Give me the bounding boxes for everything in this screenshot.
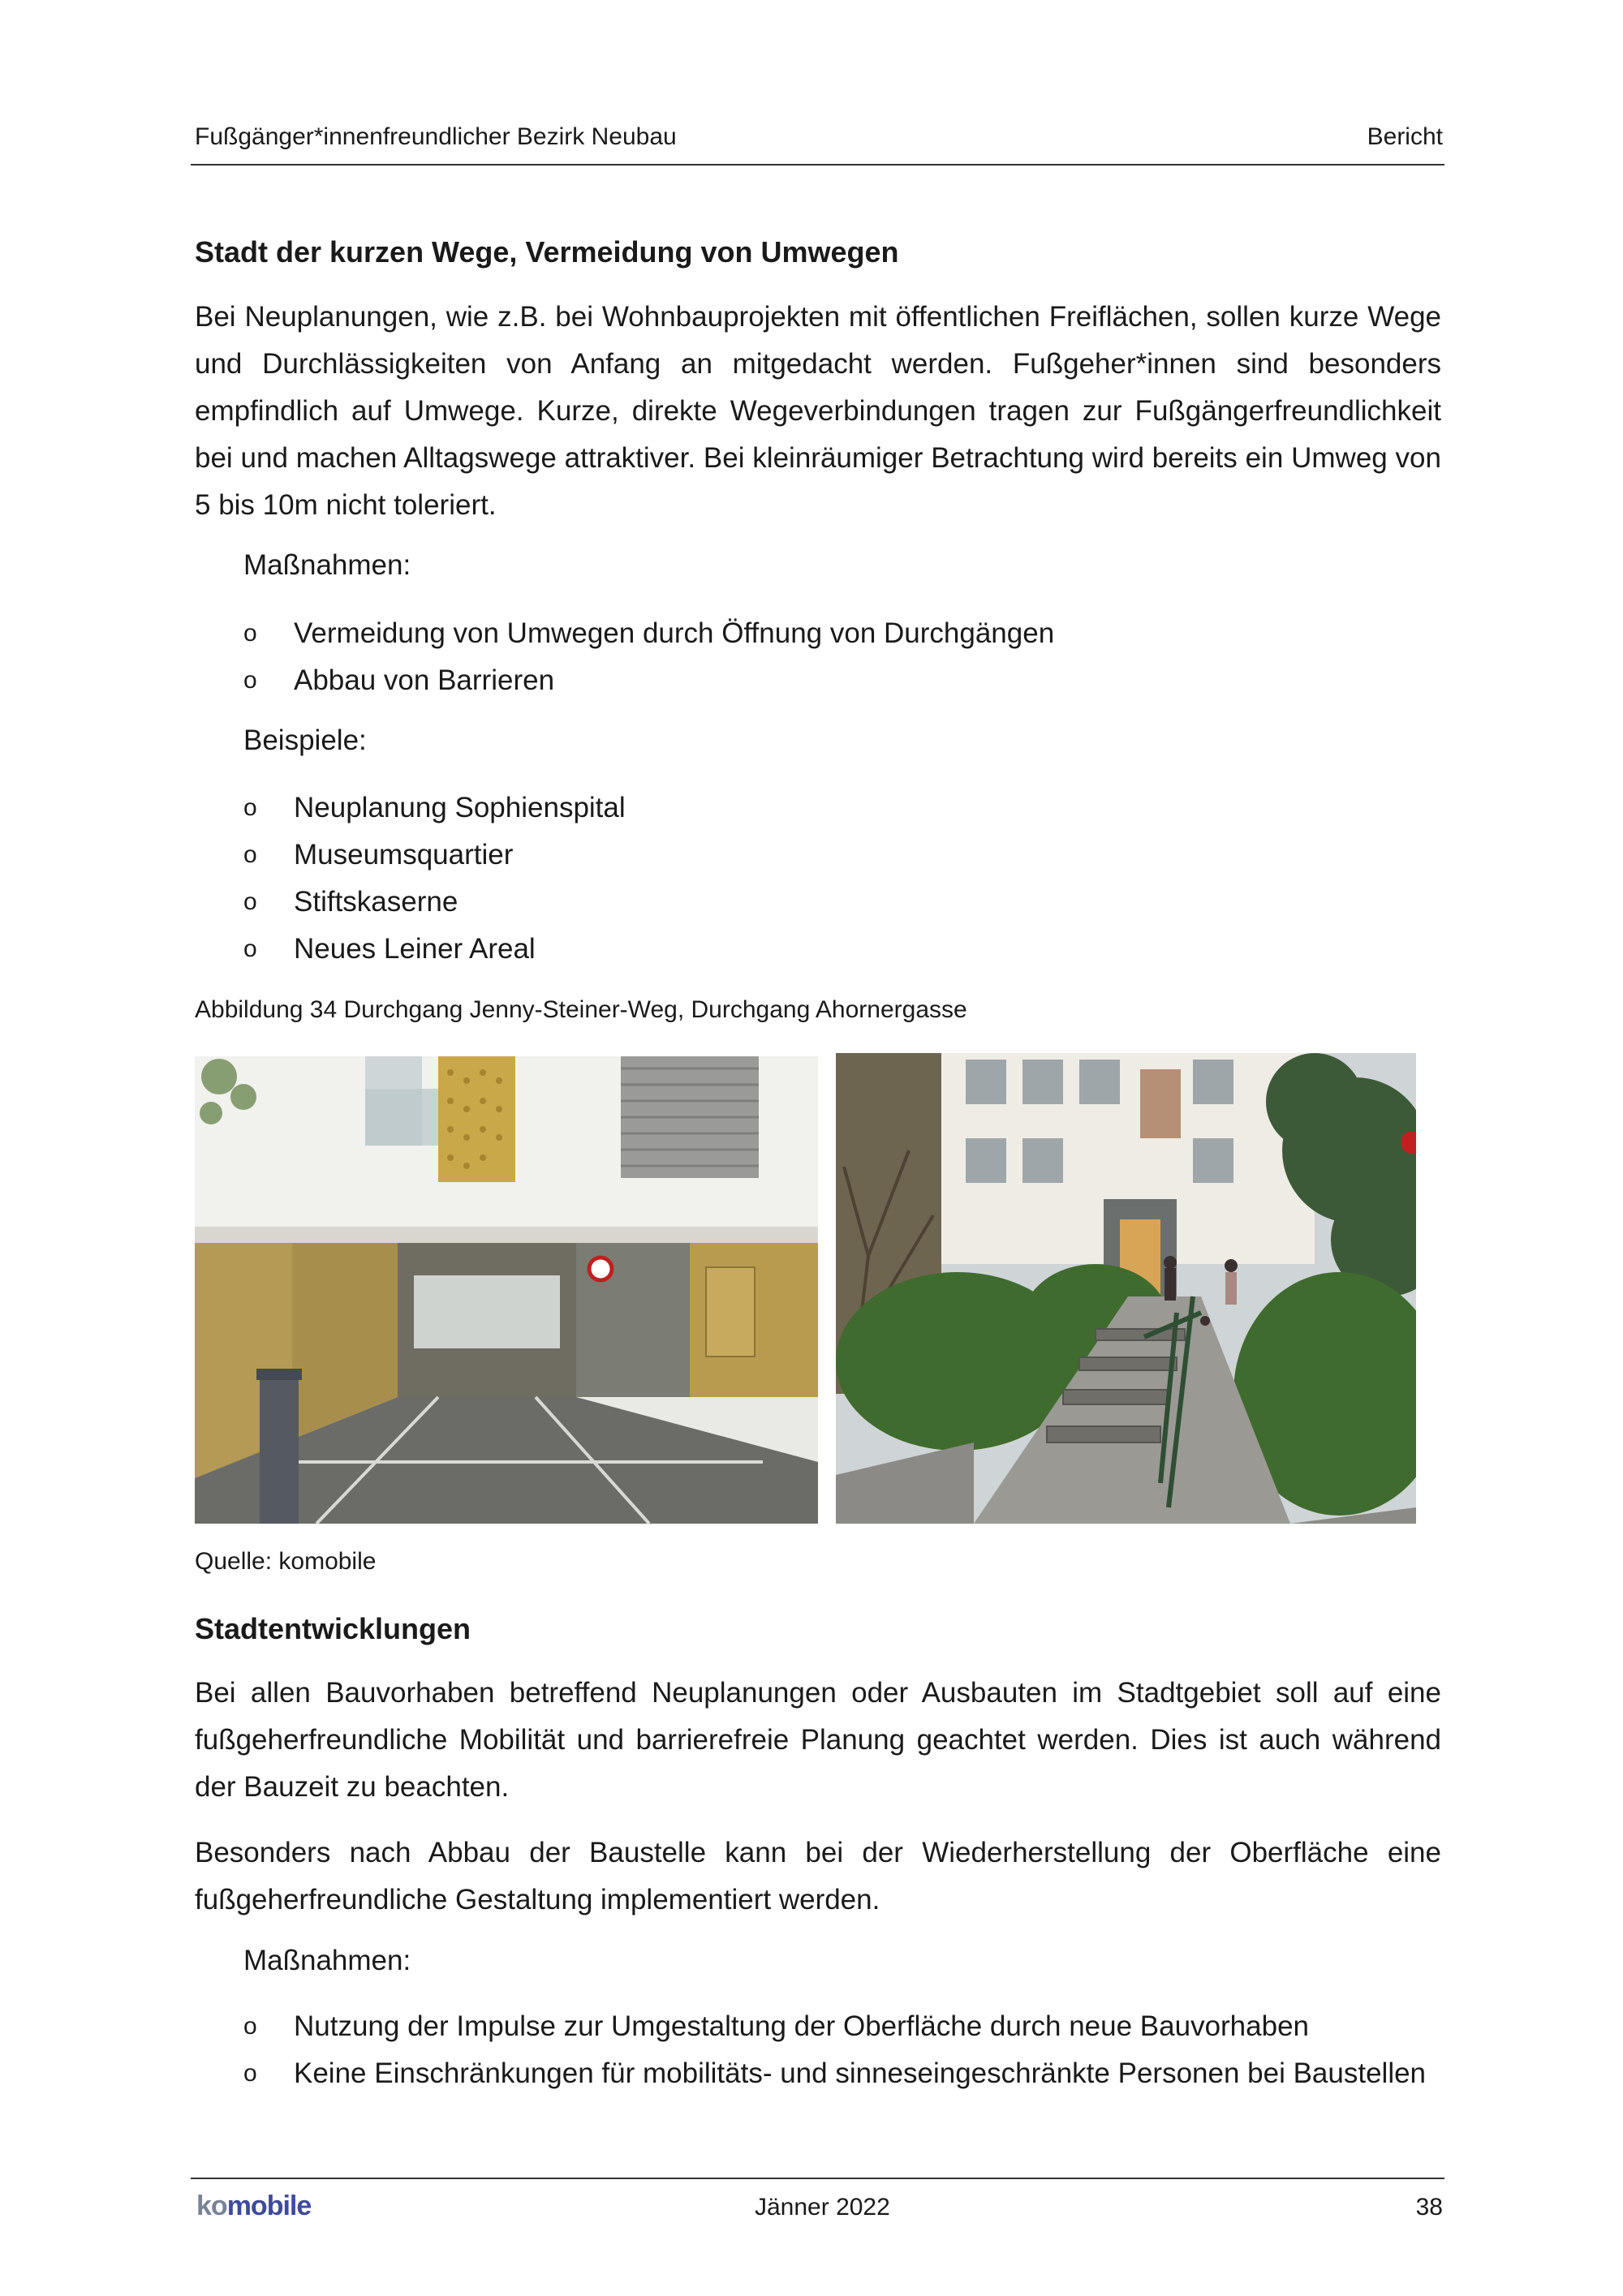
examples-list <box>243 785 1461 973</box>
bullet-icon: o <box>243 935 257 962</box>
header-section: Bericht <box>1367 123 1443 150</box>
footer-date: Jänner 2022 <box>755 2194 890 2221</box>
photo-jenny-steiner-weg <box>195 1056 818 1524</box>
bullet-icon: o <box>243 888 257 915</box>
examples-label: Beispiele: <box>243 724 367 756</box>
list-item: o Abbau von Barrieren <box>243 657 1461 704</box>
list-item: o Neuplanung Sophienspital <box>243 785 1461 832</box>
header-divider <box>191 164 1444 166</box>
photo-ahornergasse <box>836 1053 1416 1524</box>
figure-caption: Abbildung 34 Durchgang Jenny-Steiner-Weg, Durchgang Ahornergasse <box>195 996 967 1023</box>
list-item: o Keine Einschränkungen für mobilitäts- und sinneseingeschränkte Personen bei Baustellen <box>243 2050 1461 2097</box>
list-item: o Neues Leiner Areal <box>243 926 1461 973</box>
footer-divider <box>191 2178 1444 2179</box>
bullet-icon: o <box>243 667 257 694</box>
section-paragraph: Bei Neuplanungen, wie z.B. bei Wohnbauprojekten mit öffentlichen Freiflächen, sollen kurze Wege und Durchlässigkeiten von Anfang an mitgedacht werden. Fußgeher*innen sind besonders empfindlich auf Umwege. Kurze, direkte Wegeverbindungen tragen zur Fußgängerfreundlichkeit bei und machen Alltagswege attraktiver. Bei kleinräumiger Betrachtung wird bereits ein Umweg von 5 bis 10m nicht toleriert. <box>195 301 1441 521</box>
section-paragraph-surface: Besonders nach Abbau der Baustelle kann bei der Wiederherstellung der Oberfläche eine fußgeherfreundliche Gestaltung implementiert werden. <box>195 1837 1441 1915</box>
komobile-logo: komobile <box>196 2191 312 2221</box>
measures-list-2 <box>243 2003 1461 2097</box>
bullet-icon: o <box>243 620 257 647</box>
bullet-icon: o <box>243 2060 257 2087</box>
bullet-icon: o <box>243 2013 257 2040</box>
measures-label: Maßnahmen: <box>243 549 411 581</box>
list-item: o Nutzung der Impulse zur Umgestaltung der Oberfläche durch neue Bauvorhaben <box>243 2003 1461 2050</box>
bullet-icon: o <box>243 794 257 821</box>
header-title: Fußgänger*innenfreundlicher Bezirk Neubau <box>195 123 677 150</box>
section-paragraph-construction: Bei allen Bauvorhaben betreffend Neuplanungen oder Ausbauten im Stadtgebiet soll auf eine fußgeherfreundliche Mobilität und barrierefreie Planung geachtet werden. Dies ist auch während der Bauzeit zu beachten. <box>195 1677 1441 1803</box>
list-item: o Museumsquartier <box>243 832 1461 879</box>
page-number: 38 <box>1415 2194 1443 2221</box>
section-heading-urban-development: Stadtentwicklungen <box>195 1612 471 1645</box>
list-item: o Stiftskaserne <box>243 879 1461 926</box>
measures-label-2: Maßnahmen: <box>243 1945 411 1976</box>
bullet-icon: o <box>243 841 257 868</box>
figure-source: Quelle: komobile <box>195 1548 377 1575</box>
measures-list <box>243 610 1461 704</box>
section-heading-short-ways: Stadt der kurzen Wege, Vermeidung von Umwegen <box>195 235 899 269</box>
list-item: o Vermeidung von Umwegen durch Öffnung von Durchgängen <box>243 610 1461 657</box>
